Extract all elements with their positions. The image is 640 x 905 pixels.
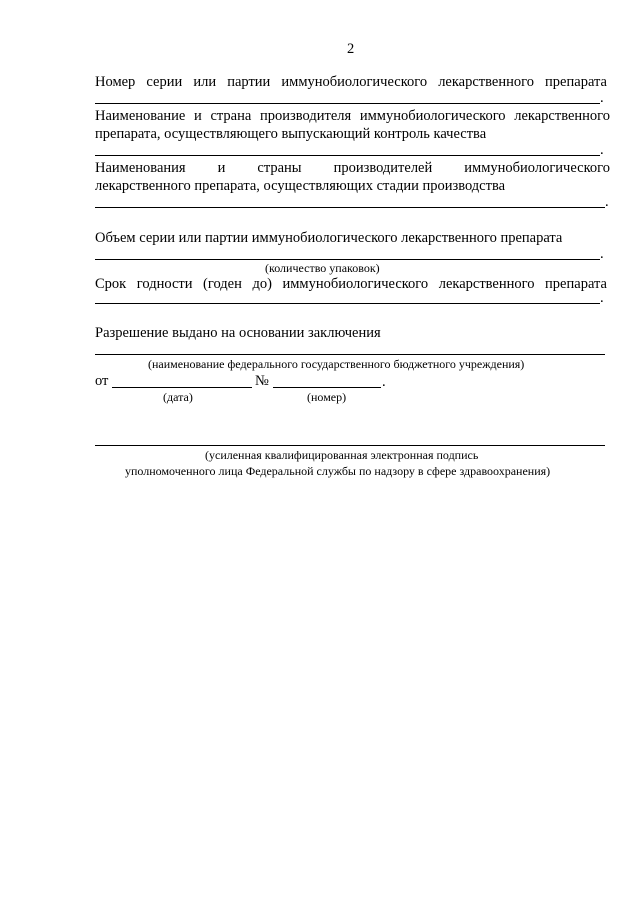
institution-caption: (наименование федерального государственного бюджетного учреждения)	[148, 357, 525, 371]
expiry-label	[95, 276, 607, 293]
permission-label: Разрешение выдано на основании заключения	[95, 325, 381, 341]
number-end-mark: .	[382, 374, 386, 390]
expiry-line[interactable]	[95, 303, 600, 304]
from-label: от	[95, 373, 109, 389]
manufacturer-release-word: и	[194, 108, 202, 124]
number-line[interactable]	[273, 387, 381, 388]
expiry-end-mark: .	[600, 290, 604, 306]
page-number: 2	[347, 41, 355, 57]
manufacturers-production-end-mark: .	[605, 194, 609, 210]
series-number-word: или	[193, 74, 217, 90]
manufacturer-release-label	[95, 108, 610, 125]
expiry-word: Срок	[95, 276, 127, 292]
series-number-word: иммунобиологического	[281, 74, 428, 90]
number-sign: №	[255, 373, 269, 389]
series-number-end-mark: .	[600, 90, 604, 106]
number-caption: (номер)	[307, 390, 347, 404]
manufacturer-release-word: производителя	[260, 108, 352, 124]
batch-volume-line[interactable]	[95, 259, 600, 260]
manufacturers-production-line[interactable]	[95, 207, 605, 208]
series-number-word: препарата	[545, 74, 607, 90]
manufacturers-production-label	[95, 160, 610, 177]
manufacturers-production-word: иммунобиологического	[464, 160, 610, 176]
manufacturer-release-label-line2: препарата, осуществляющего выпускающий контроль качества	[95, 126, 487, 142]
manufacturer-release-end-mark: .	[600, 142, 604, 158]
expiry-word: препарата	[545, 276, 607, 292]
batch-volume-label: Объем серии или партии иммунобиологического лекарственного препарата	[95, 230, 563, 246]
manufacturer-release-word: лекарственного	[514, 108, 610, 124]
expiry-word: годности	[136, 276, 193, 292]
expiry-word: иммунобиологического	[282, 276, 429, 292]
series-number-line[interactable]	[95, 103, 600, 104]
series-number-word: лекарственного	[438, 74, 534, 90]
expiry-word: (годен	[203, 276, 242, 292]
manufacturers-production-word: и	[217, 160, 226, 176]
manufacturer-release-line[interactable]	[95, 155, 600, 156]
manufacturers-production-word: страны	[257, 160, 302, 176]
expiry-word: лекарственного	[438, 276, 535, 292]
manufacturers-production-label-line2: лекарственного препарата, осуществляющих стадии производства	[95, 178, 506, 194]
manufacturers-production-word: Наименования	[95, 160, 186, 176]
manufacturer-release-word: Наименование	[95, 108, 186, 124]
signature-caption-line2: уполномоченного лица Федеральной службы по надзору в сфере здравоохранения)	[125, 464, 551, 478]
series-number-word: партии	[227, 74, 271, 90]
manufacturers-production-word: производителей	[333, 160, 433, 176]
batch-volume-end-mark: .	[600, 246, 604, 262]
signature-line[interactable]	[95, 445, 605, 446]
series-number-label	[95, 74, 607, 91]
institution-line[interactable]	[95, 354, 605, 355]
manufacturer-release-word: иммунобиологического	[359, 108, 506, 124]
manufacturer-release-word: страна	[210, 108, 252, 124]
series-number-word: серии	[146, 74, 183, 90]
series-number-word: Номер	[95, 74, 136, 90]
signature-caption-line1: (усиленная квалифицированная электронная подпись	[205, 448, 479, 462]
date-line[interactable]	[112, 387, 252, 388]
expiry-word: до)	[252, 276, 272, 292]
batch-volume-caption: (количество упаковок)	[265, 261, 380, 275]
date-caption: (дата)	[163, 390, 193, 404]
